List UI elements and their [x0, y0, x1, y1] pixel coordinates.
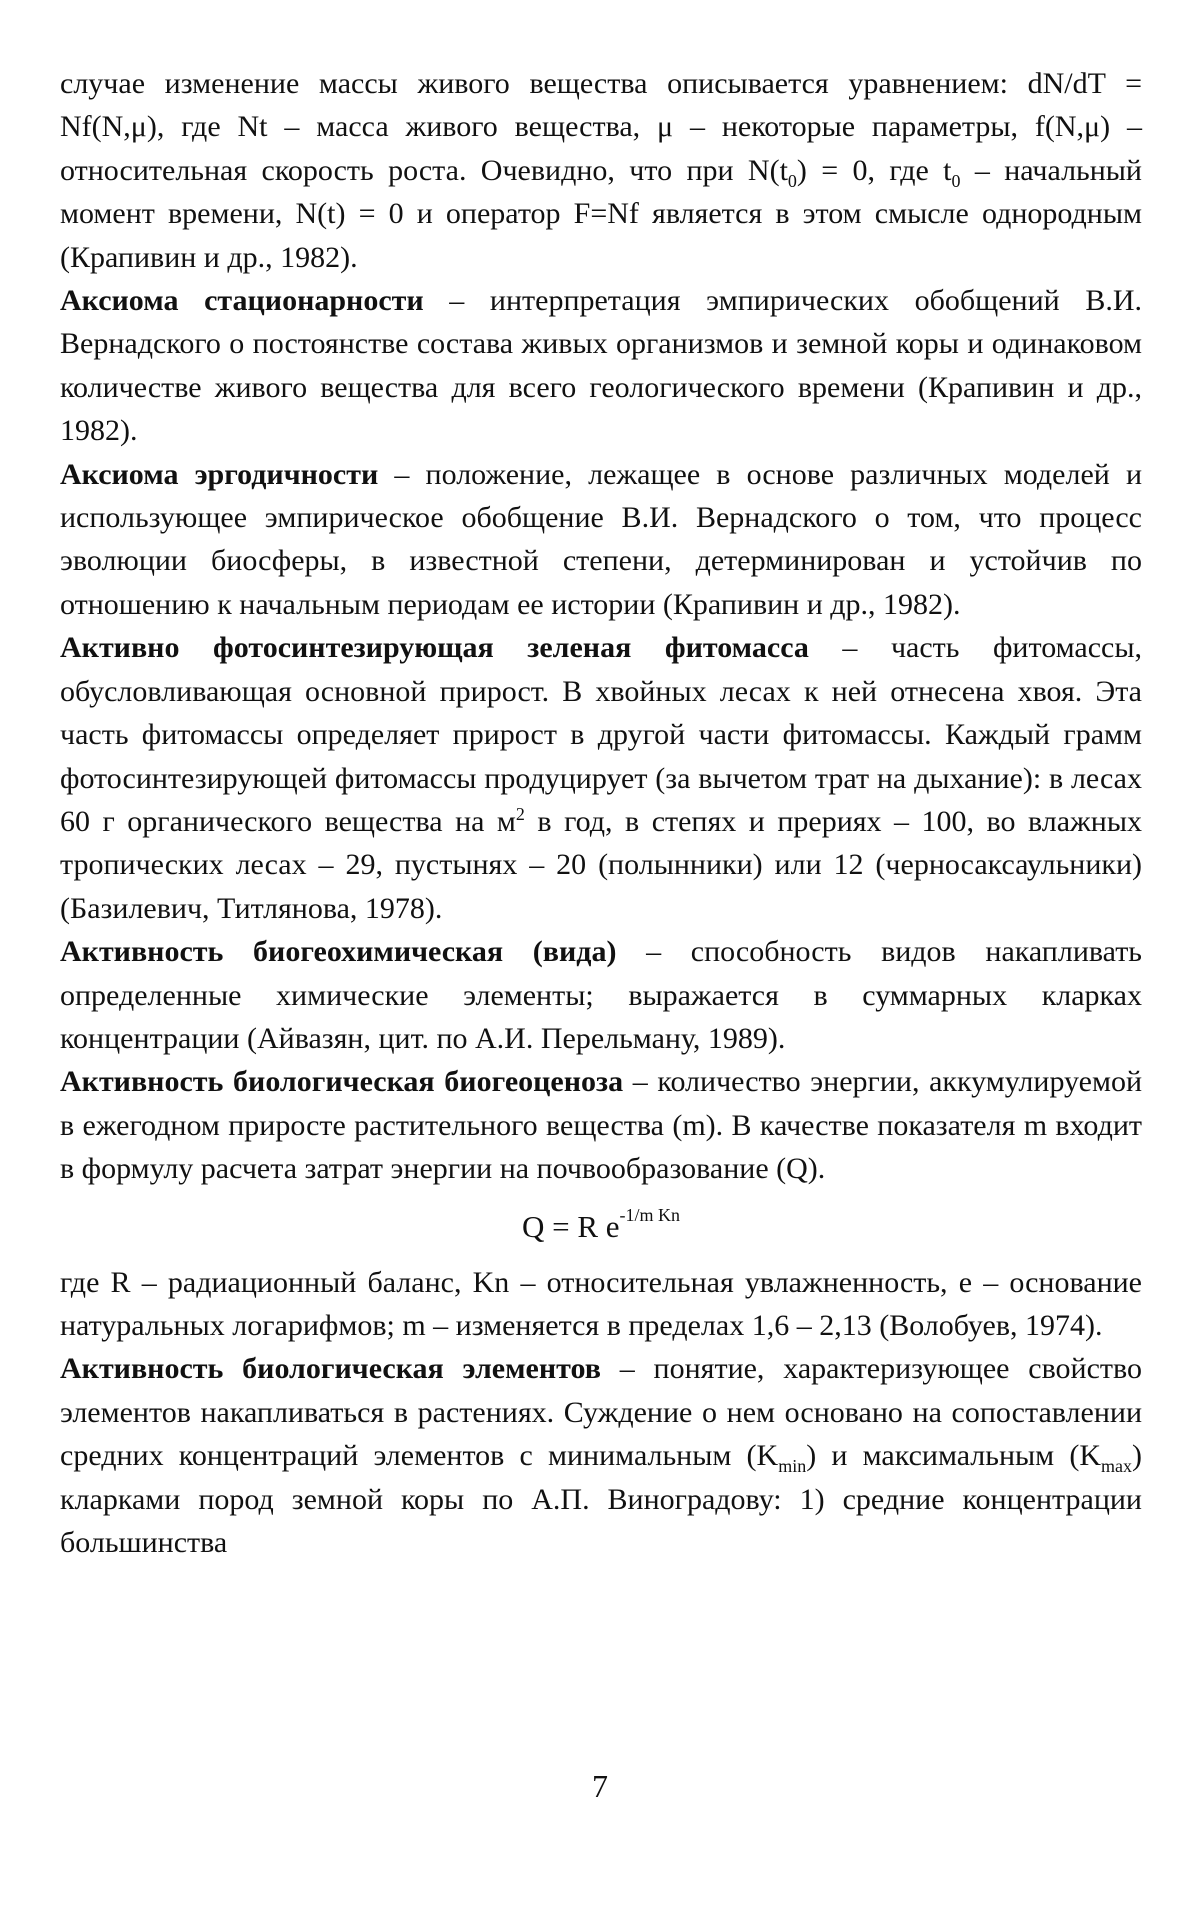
entry-term: Активность биогеохимическая (вида) — [60, 935, 617, 969]
entry-definition: – положение, лежащее в основе различных моделей и использующее эмпирическое обобщение В.И. Вернадского о том, что процесс эволюции биосферы, в известной степени, детерминирован и устойчив по отношению к начальным периодам ее истории (Крапивин и др., 1982). — [60, 457, 1143, 621]
entry-definition: – интерпретация эмпирических обобщений В.И. Вернадского о постоянстве состава живых организмов и земной коры и одинаковом количестве живого вещества для всего геологического времени (Крапивин и др., 1982). — [60, 284, 1143, 448]
entry-axiom-stationarity — [60, 279, 1142, 453]
entry-definition-cont: ) и максимальным (K — [806, 1439, 1101, 1473]
formula-exponent: -1/m Kn — [619, 1204, 681, 1225]
entry-term: Активность биологическая элементов — [60, 1352, 601, 1386]
subscript-t0: 0 — [787, 170, 797, 191]
entry-species-activity — [60, 930, 1142, 1060]
entry-definition-cont: ) кларками пород земной коры по А.П. Виноградову: 1) средние концентрации большинства — [60, 1439, 1142, 1559]
superscript-2: 2 — [515, 803, 525, 824]
entry-definition: – количество энергии, аккумулируемой в ежегодном приросте растительного вещества (m). В качестве показателя m входит в формулу расчета затрат энергии на почвообразование (Q). — [60, 1065, 1143, 1186]
intro-text-1: случае изменение массы живого вещества описывается уравнением: dN/dT = Nf(N,μ), где Nt – масса живого вещества, μ – некоторые параметры, f(N,μ) – относительная скорость роста. Очевидно, что при N(t — [60, 67, 1142, 187]
subscript-min: min — [778, 1456, 807, 1477]
entry-definition: – понятие, характеризующее свойство элементов накапливаться в растениях. Суждение о нем основано на сопоставлении средних концентраций элементов с минимальным (K — [60, 1352, 1142, 1473]
entry-definition: – способность видов накапливать определенные химические элементы; выражается в суммарных кларках концентрации (Айвазян, цит. по А.И. Перельману, 1989). — [60, 935, 1142, 1055]
entry-term: Активно фотосинтезирующая зеленая фитомасса — [60, 631, 809, 665]
intro-text-3: – начальный момент времени, N(t) = 0 и оператор F=Nf является в этом смысле однородным (Крапивин и др., 1982). — [60, 153, 1142, 274]
entry-term: Аксиома стационарности — [60, 284, 424, 318]
page-number: 7 — [592, 1768, 608, 1804]
entry-term: Активность биологическая биогеоценоза — [60, 1065, 624, 1099]
formula-base: Q = R e — [521, 1208, 620, 1244]
entry-axiom-ergodicity — [60, 453, 1142, 627]
entry-phytomass — [60, 626, 1142, 930]
entry-definition: – часть фитомассы, обусловливающая основной прирост. В хвойных лесах к ней отнесена хвоя. Эта часть фитомассы определяет прирост в другой части фитомассы. Каждый грамм фотосинтезирующей фитомассы продуцирует (за вычетом трат на дыхание): в лесах 60 г органического вещества на м — [60, 631, 1142, 838]
intro-paragraph — [60, 62, 1142, 279]
entry-term: Аксиома эргодичности — [60, 457, 379, 491]
formula — [60, 1201, 1142, 1253]
formula-note: где R – радиационный баланс, Kn – относительная увлажненность, e – основание натуральных логарифмов; m – изменяется в пределах 1,6 – 2,13 (Волобуев, 1974). — [60, 1265, 1142, 1342]
subscript-t0: 0 — [951, 170, 961, 191]
entry-biogeocenosis-activity — [60, 1060, 1142, 1190]
entry-elements-activity — [60, 1347, 1142, 1564]
page-text — [60, 62, 1142, 1564]
entry-definition-cont: в год, в степях и прериях – 100, во влажных тропических лесах – 29, пустынях – 20 (полынники) или 12 (черносаксаульники) (Базилевич, Титлянова, 1978). — [60, 804, 1142, 925]
intro-text-2: ) = 0, где t — [796, 153, 952, 187]
subscript-max: max — [1101, 1456, 1132, 1477]
